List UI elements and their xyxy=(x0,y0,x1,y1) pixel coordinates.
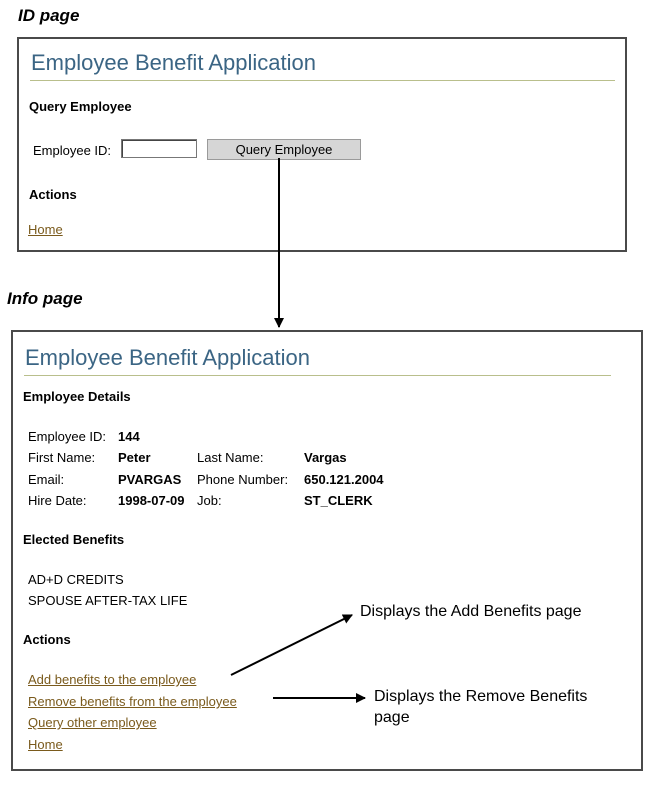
annotation-remove-benefits-line2: page xyxy=(374,709,410,726)
section-elected-benefits: Elected Benefits xyxy=(23,532,125,547)
hire-date-value: 1998-07-09 xyxy=(118,493,185,508)
section-actions: Actions xyxy=(23,632,71,647)
remove-benefits-link[interactable]: Remove benefits from the employee xyxy=(28,694,237,709)
annotation-add-benefits: Displays the Add Benefits page xyxy=(360,603,582,620)
employee-id-value: 144 xyxy=(118,429,140,444)
section-actions: Actions xyxy=(29,187,77,202)
job-label: Job: xyxy=(197,493,222,508)
benefit-item: AD+D CREDITS xyxy=(28,572,124,587)
last-name-label: Last Name: xyxy=(197,450,264,465)
last-name-value: Vargas xyxy=(304,450,347,465)
caption-info-page: Info page xyxy=(7,289,83,308)
page-title: Employee Benefit Application xyxy=(31,50,316,75)
employee-id-label: Employee ID: xyxy=(28,429,107,444)
query-other-employee-link[interactable]: Query other employee xyxy=(28,715,157,730)
home-link[interactable]: Home xyxy=(28,737,63,752)
annotation-remove-benefits-line1: Displays the Remove Benefits xyxy=(374,688,588,705)
caption-id-page: ID page xyxy=(18,6,80,25)
benefit-item: SPOUSE AFTER-TAX LIFE xyxy=(28,593,188,608)
home-link[interactable]: Home xyxy=(28,222,63,237)
first-name-value: Peter xyxy=(118,450,151,465)
arrow-to-add-annotation xyxy=(231,615,352,675)
employee-id-label: Employee ID: xyxy=(33,143,112,158)
section-employee-details: Employee Details xyxy=(23,389,131,404)
page-title: Employee Benefit Application xyxy=(25,345,310,370)
hire-date-label: Hire Date: xyxy=(28,493,87,508)
add-benefits-link[interactable]: Add benefits to the employee xyxy=(28,672,197,687)
email-value: PVARGAS xyxy=(118,472,182,487)
first-name-label: First Name: xyxy=(28,450,96,465)
query-employee-button[interactable]: Query Employee xyxy=(207,139,361,160)
email-label: Email: xyxy=(28,472,65,487)
phone-label: Phone Number: xyxy=(197,472,289,487)
section-query-employee: Query Employee xyxy=(29,99,132,114)
phone-value: 650.121.2004 xyxy=(304,472,384,487)
job-value: ST_CLERK xyxy=(304,493,373,508)
